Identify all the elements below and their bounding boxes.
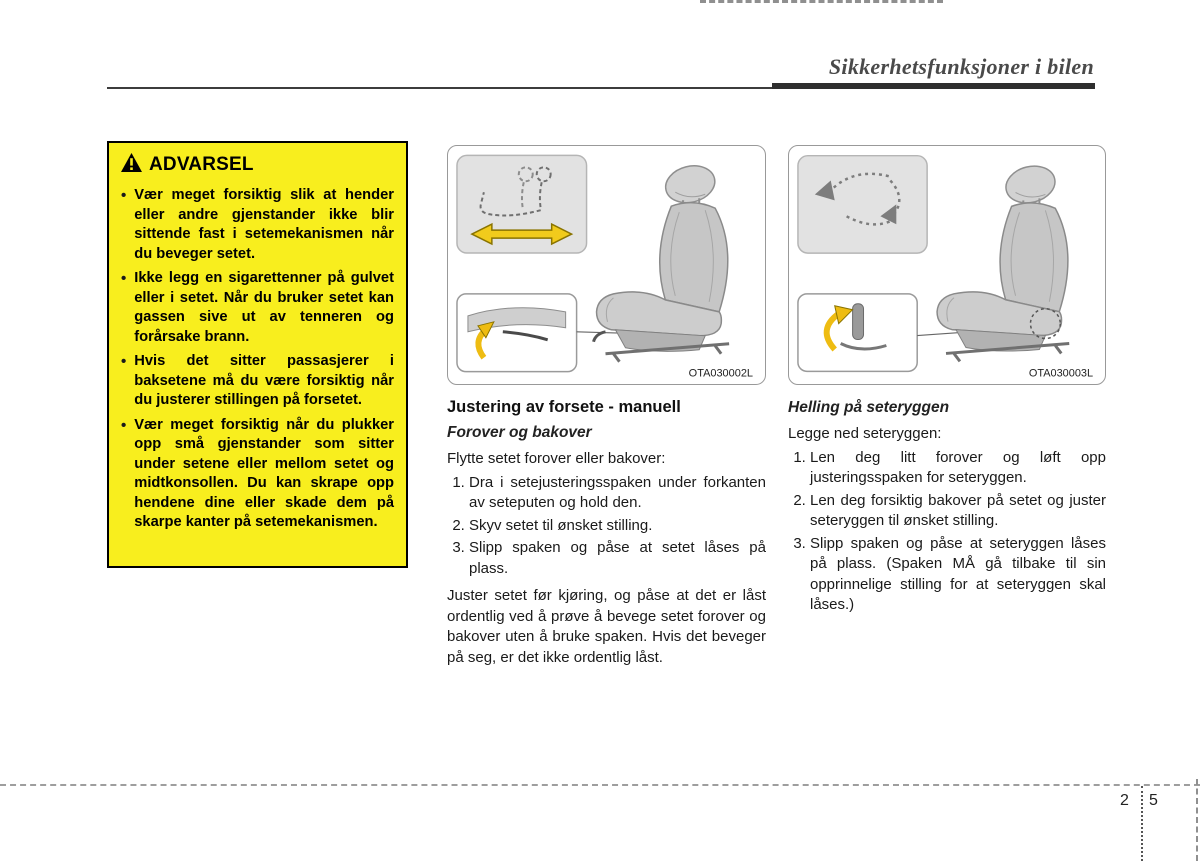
step-item: 3. Slipp spaken og påse at setet låses på plass.: [469, 538, 766, 579]
top-crop-mark: [700, 0, 943, 3]
right-crop-mark: [1196, 779, 1198, 861]
step-item: 2. Len deg forsiktig bakover på setet og juster seteryggen til ønsket stilling.: [810, 491, 1106, 532]
warning-triangle-icon: [121, 153, 142, 177]
seat-drawing: [594, 161, 730, 362]
section-seat-adjust-manual: [447, 145, 766, 668]
page-number-section: 2: [1120, 792, 1129, 809]
figure-caption: OTA030002L: [688, 367, 754, 380]
step-item: 2. Skyv setet til ønsket stilling.: [469, 516, 766, 537]
recline-motion-inset: [798, 156, 927, 253]
step-item: 1. Dra i setejusteringsspaken under forkanten av seteputen og hold den.: [469, 473, 766, 514]
section-seatback-recline: [788, 145, 1106, 616]
step-item: 3. Slipp spaken og påse at seteryggen låses på plass. (Spaken MÅ gå tilbake til sin opprinnelige stilling for at seteryggen skal låses.): [810, 534, 1106, 616]
figure-caption: OTA030003L: [1028, 367, 1094, 380]
note-text: Juster setet før kjøring, og påse at det er låst ordentlig ved å prøve å bevege setet forover og bakover uten å bruke spaken. Hvis det beveger på seg, er det ikke ordentlig låst.: [447, 587, 766, 666]
slide-lever-inset: [457, 294, 577, 372]
warning-item: • Vær meget forsiktig slik at hender eller andre gjenstander ikke blir sittende fast i setemekanismen når du beveger setet.: [121, 186, 394, 264]
slide-motion-inset: [457, 155, 587, 253]
steps-list: [447, 473, 766, 580]
seat-recline-illustration: [788, 145, 1106, 385]
recline-lever-inset: [798, 294, 917, 372]
seat-slide-illustration: [447, 145, 766, 385]
page-number-divider: [1141, 786, 1143, 861]
page-title: Sikkerhetsfunksjoner i bilen: [828, 54, 1094, 79]
seat-drawing: [937, 161, 1069, 361]
intro-text: Legge ned seteryggen:: [788, 425, 942, 442]
sub-heading-forover-bakover: Forover og bakover: [447, 424, 592, 441]
intro-text: Flytte setet forover eller bakover:: [447, 450, 666, 467]
warning-item: • Vær meget forsiktig når du plukker opp små gjenstander som sitter under setene eller mellom setet og midtkonsollen. Du kan skrape opp hendene dine eller skade dem på skarpe kanter på setemekanismen.: [121, 416, 394, 533]
warning-box: [107, 141, 408, 568]
header-rule-accent: [772, 83, 1095, 89]
section-heading: Justering av forsete - manuell: [447, 398, 681, 416]
bottom-crop-mark: [0, 784, 1200, 786]
warning-item: • Hvis det sitter passasjerer i baksetene må du være forsiktig når du justerer stillingen på forsetet.: [121, 352, 394, 411]
warning-title: ADVARSEL: [149, 154, 254, 175]
step-item: 1. Len deg litt forover og løft opp justeringsspaken for seteryggen.: [810, 448, 1106, 489]
page-number-page: 5: [1149, 792, 1158, 809]
warning-list: [121, 186, 394, 533]
warning-header: [121, 153, 394, 177]
warning-item: • Ikke legg en sigarettenner på gulvet eller i setet. Når du bruker setet kan gassen sive ut av tenneren og forårsake brann.: [121, 269, 394, 347]
steps-list: [788, 448, 1106, 616]
sub-heading-helling: Helling på seteryggen: [788, 399, 950, 416]
